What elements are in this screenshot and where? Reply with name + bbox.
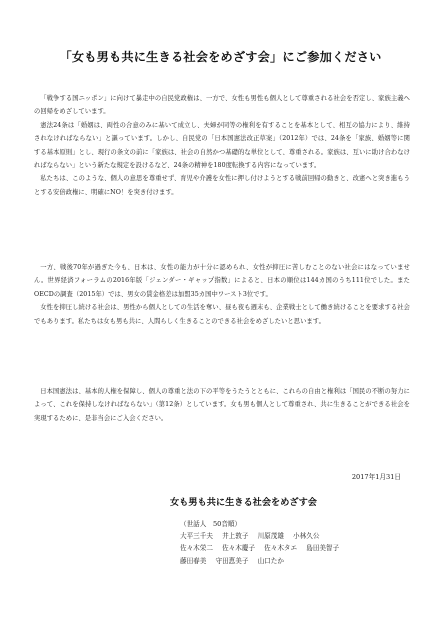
- gender-gap-section: [34, 261, 410, 328]
- caretakers-row: [180, 542, 346, 554]
- paragraph: 女性を抑圧し続ける社会は、男性から個人としての生活を奪い、昼も夜も週末も、企業戦士として働き続けることを要求する社会でもあります。私たちは女も男も共に、人間らしく生きることのできる社会をめざしたいと思います。: [34, 304, 410, 325]
- caretakers-label: （世話人 50音順）: [180, 520, 242, 528]
- caretaker-name: 佐々木タエ: [264, 544, 298, 553]
- caretaker-name: 藤田春美: [180, 556, 207, 565]
- paragraph: 日本国憲法は、基本的人権を保障し、個人の尊重と法の下の平等をうたうとともに、これらの自由と権利は「国民の不断の努力によって、これを保持しなければならない」（第12条）としています。女も男も個人として尊重され、共に生きることができる社会を実現するために、是非当会にご入会ください。: [34, 388, 410, 422]
- paragraph: 一方、戦後70年が過ぎた今も、日本は、女性の能力が十分に認められ、女性が抑圧に苦しむことのない社会にはなっていません。世界経済フォーラムの2016年版「ジェンダー・ギャップ指数」によると、日本の順位は144カ国のうち111位でした。またOECDの調査（2015年）では、男女の賃金格差は加盟35カ国中ワースト3位です。: [34, 264, 410, 298]
- caretakers-list: [180, 518, 346, 567]
- caretaker-name: 佐々木栄二: [180, 544, 213, 553]
- caretaker-name: 井上敦子: [222, 532, 249, 541]
- document-title: 「女も男も共に生きる社会をめざす会」にご参加ください: [59, 50, 382, 64]
- caretaker-name: 島田美智子: [306, 544, 340, 553]
- caretakers-row: [180, 530, 346, 542]
- organization-name: 女も男も共に生きる社会をめざす会: [170, 497, 317, 508]
- paragraph: 「戦争する国ニッポン」に向けて暴走中の自民党政権は、一方で、女性も男性も個人として尊重される社会を否定し、家族主義への回帰をめざしています。: [34, 95, 410, 116]
- caretaker-name: 守田恵美子: [215, 556, 249, 565]
- intro-section: [34, 92, 410, 199]
- caretaker-name: 大平三千夫: [180, 532, 213, 541]
- caretaker-name: 川原茂雄: [257, 532, 284, 541]
- paragraph: 私たちは、このような、個人の意思を尊重せず、育児や介護を女性に押し付けようとする戦前回帰の動きと、改憲へと突き進もうとする安倍政権に、明確にNO！を突き付けます。: [34, 175, 410, 196]
- caretaker-name: 山口たか: [257, 556, 284, 565]
- caretaker-name: 佐々木慶子: [222, 544, 256, 553]
- paragraph: 憲法24条は「婚姻は、両性の合意のみに基いて成立し、夫婦が同等の権利を有することを基本として、相互の協力により、維持されなければならない」と謳っています。しかし、自民党の「日本国憲法改正草案」（2012年）では、24条を「家族、婚姻等に関する基本原則」とし、現行の条文の前に「家族は、社会の自然かつ基礎的な単位として、尊重される。家族は、互いに助け合わなければならない」という新たな規定を設けるなど、24条の精神を180度転換する内容になっています。: [34, 121, 410, 170]
- constitution-section: [34, 385, 410, 425]
- caretaker-name: 小林久公: [293, 532, 320, 541]
- document-date: 2017年1月31日: [351, 473, 401, 481]
- caretakers-row: [180, 555, 346, 567]
